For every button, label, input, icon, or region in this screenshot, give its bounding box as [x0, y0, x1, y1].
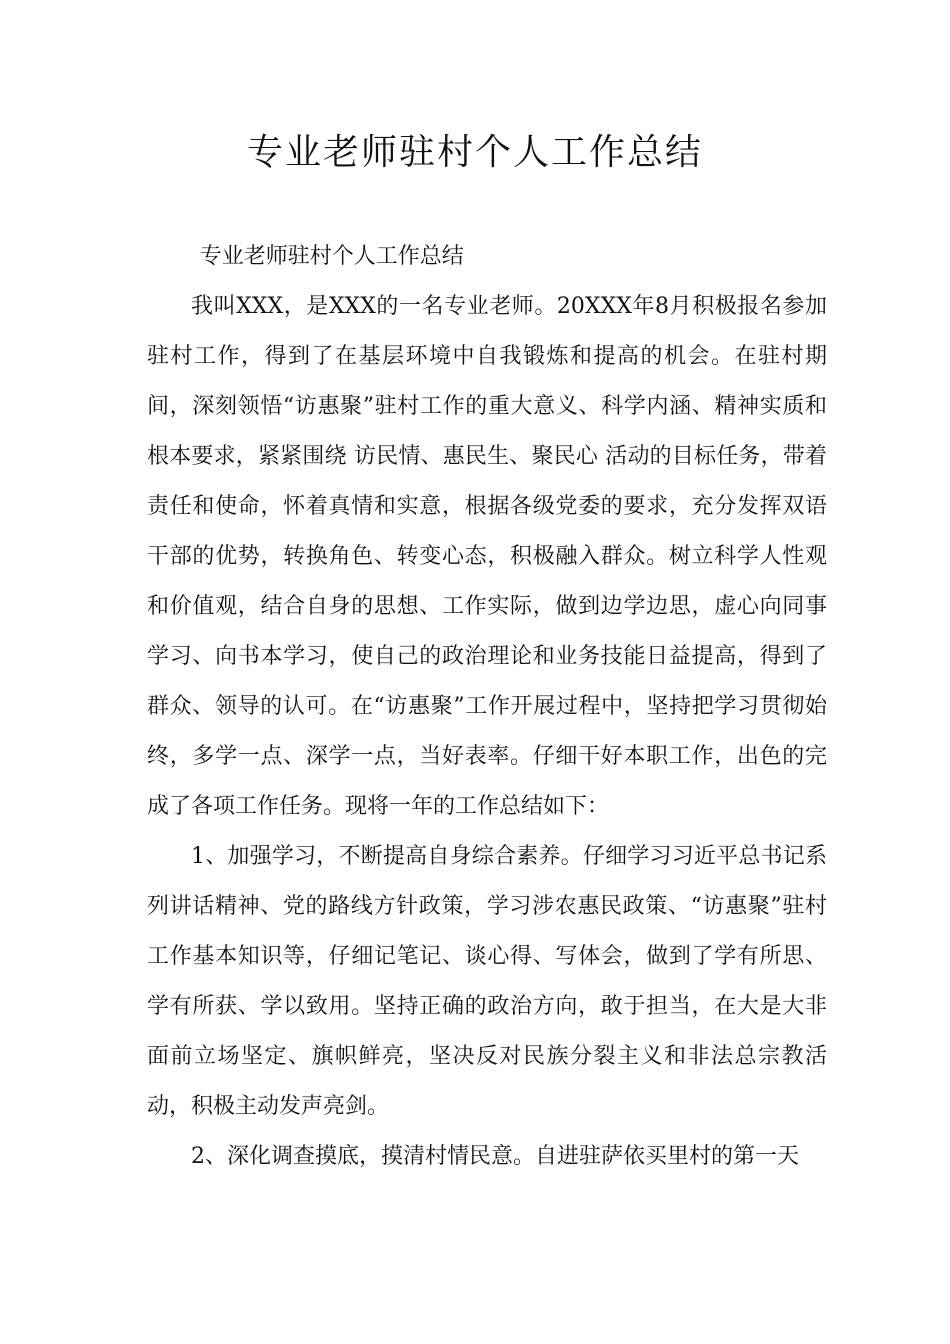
paragraph-item-2: 2、深化调查摸底，摸清村情民意。自进驻萨依买里村的第一天 — [191, 1144, 799, 1169]
document-body — [147, 232, 827, 1182]
document-subtitle: 专业老师驻村个人工作总结 — [199, 244, 464, 269]
paragraph-intro: 我叫XXX，是XXX的一名专业老师。20XXX年8月积极报名参加驻村工作，得到了在基层环境中自我锻炼和提高的机会。在驻村期间，深刻领悟“访惠聚”驻村工作的重大意义、科学内涵、精神实质和根本要求，紧紧围绕 访民情、惠民生、聚民心 活动的目标任务，带着责任和使命，怀着真情和实意，根据各级党委的要求，充分发挥双语干部的优势，转换角色、转变心态，积极融入群众。树立科学人性观和价值观，结合自身的思想、工作实际，做到边学边思，虚心向同事学习、向书本学习，使自己的政治理论和业务技能日益提高，得到了群众、领导的认可。在“访惠聚”工作开展过程中，坚持把学习贯彻始终，多学一点、深学一点，当好表率。仔细干好本职工作，出色的完成了各项工作任务。现将一年的工作总结如下： — [147, 294, 827, 819]
paragraph-item-1: 1、加强学习，不断提高自身综合素养。仔细学习习近平总书记系列讲话精神、党的路线方针政策，学习涉农惠民政策、“访惠聚”驻村工作基本知识等，仔细记笔记、谈心得、写体会，做到了学有所思、学有所获、学以致用。坚持正确的政治方向，敢于担当，在大是大非面前立场坚定、旗帜鲜亮，坚决反对民族分裂主义和非法总宗教活动，积极主动发声亮剑。 — [147, 844, 827, 1119]
document-title: 专业老师驻村个人工作总结 — [246, 132, 703, 173]
